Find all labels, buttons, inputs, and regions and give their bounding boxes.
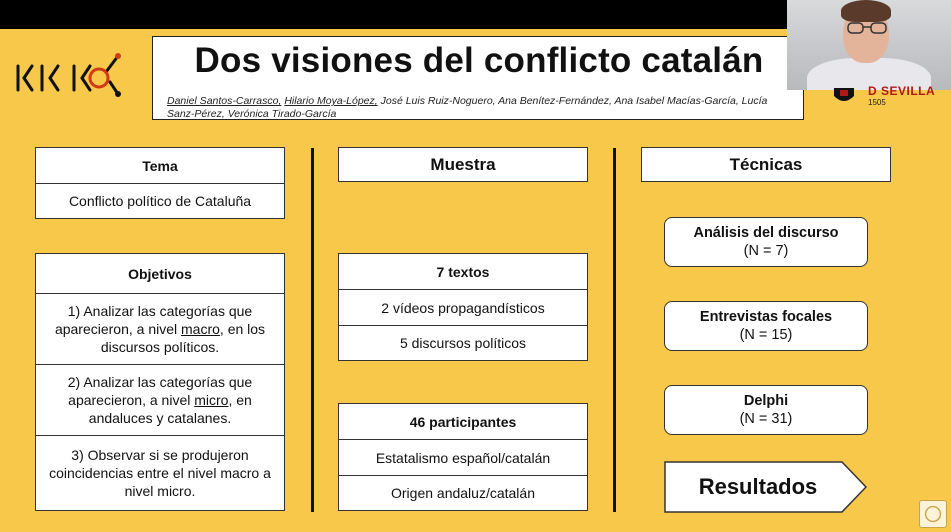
objetivo-3-text: 3) Observar si se produjeron coincidencias entre el nivel macro a nivel micro.	[49, 447, 271, 499]
tecnicas-header: Técnicas	[729, 154, 803, 174]
author-2: Hilario Moya-López,	[284, 95, 378, 107]
objetivo-1-text-end: , en los discursos políticos.	[100, 321, 266, 355]
tecnica-item-analisis	[664, 217, 868, 267]
objetivo-1-text: 1) Analizar las categorías que aparecieron, a nivel	[54, 303, 253, 337]
university-name: D SEVILLA	[868, 84, 936, 98]
page-title: Dos visiones del conflicto catalán	[194, 41, 764, 80]
objetivo-1-emphasis: macro	[181, 321, 220, 337]
university-logo	[832, 84, 942, 110]
tecnica-n: (N = 31)	[739, 411, 793, 427]
authors-rest: José Luis Ruiz-Noguero, Ana Benítez-Fernández, Ana Isabel Macías-García, Lucía Sanz-Pérez, Verónica Tirado-García	[167, 95, 768, 120]
glasses-icon	[847, 22, 887, 34]
muestra-header: Muestra	[430, 154, 496, 174]
university-year: 1505	[868, 98, 886, 107]
kiko-logo	[14, 48, 126, 102]
tecnica-name: Delphi	[743, 393, 789, 409]
tema-value: Conflicto político de Cataluña	[36, 183, 284, 218]
tecnica-item-delphi	[664, 385, 868, 435]
tecnica-n: (N = 15)	[739, 327, 793, 343]
objetivo-2-text-end: , en andaluces y catalanes.	[88, 392, 252, 426]
column-divider-right	[613, 148, 616, 512]
objetivos-box	[35, 253, 285, 511]
objetivo-item	[36, 435, 284, 510]
objetivo-2-text: 2) Analizar las categorías que aparecieron, a nivel	[67, 374, 253, 408]
author-1: Daniel Santos-Carrasco,	[167, 95, 282, 107]
title-box	[152, 36, 804, 120]
corner-logo-icon	[919, 500, 947, 528]
tecnicas-header-box	[641, 147, 891, 182]
university-shield-icon	[832, 86, 856, 106]
objetivos-header: Objetivos	[128, 265, 192, 282]
tecnica-item-entrevistas	[664, 301, 868, 351]
participantes-item: Origen andaluz/catalán	[339, 475, 587, 510]
textos-box	[338, 253, 588, 361]
textos-header: 7 textos	[436, 263, 490, 280]
presenter-hair	[841, 0, 891, 22]
webcam-video	[787, 0, 951, 90]
tecnica-name: Análisis del discurso	[693, 225, 839, 241]
tema-box	[35, 147, 285, 219]
participantes-item: Estatalismo español/catalán	[339, 439, 587, 475]
tecnica-n: (N = 7)	[743, 243, 789, 259]
muestra-header-box	[338, 147, 588, 182]
objetivo-item	[36, 293, 284, 364]
objetivo-2-emphasis: micro	[194, 392, 229, 408]
tema-header: Tema	[142, 157, 178, 174]
authors-line	[167, 95, 793, 120]
objetivo-item	[36, 364, 284, 435]
resultados-button[interactable]: Resultados	[698, 474, 818, 499]
textos-item: 5 discursos políticos	[339, 325, 587, 360]
tecnica-name: Entrevistas focales	[699, 309, 833, 325]
textos-item: 2 vídeos propagandísticos	[339, 289, 587, 325]
column-divider-left	[311, 148, 314, 512]
participantes-header: 46 participantes	[409, 413, 517, 430]
participantes-box	[338, 403, 588, 511]
